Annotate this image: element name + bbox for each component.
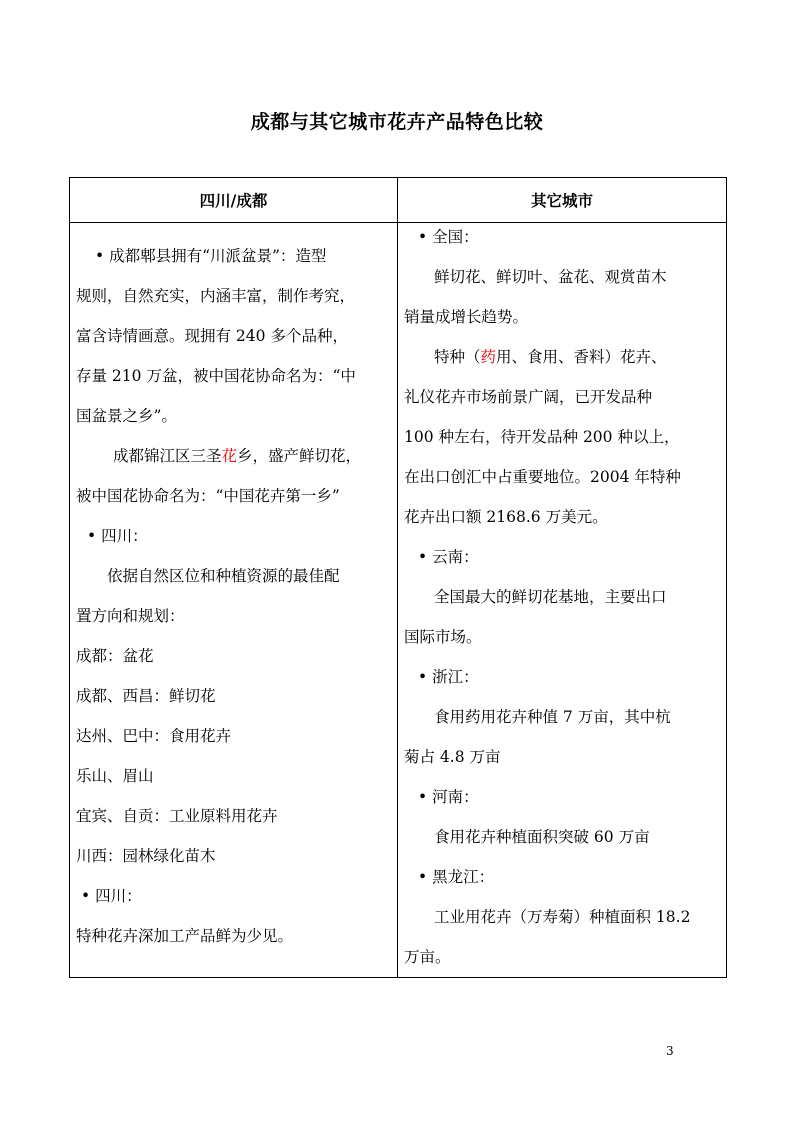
text-line: 鲜切花、鲜切叶、盆花、观赏苗木 [434,268,667,286]
sichuan-chengdu-cell [70,223,398,978]
text-segment: 成都锦江区三圣 [113,447,222,465]
text-line: 乐山、眉山 [76,767,154,785]
text-line: 花卉出口额 2168.6 万美元。 [404,508,608,526]
text-line: 销量成增长趋势。 [404,308,529,326]
text-line: 成都：盆花 [76,647,154,665]
table-header-row [70,178,727,223]
text-line: 规则，自然充实，内涵丰富，制作考究， [76,287,356,305]
text-line: 达州、巴中：食用花卉 [76,727,232,745]
page-title: 成都与其它城市花卉产品特色比较 [250,111,544,133]
text-line [113,446,361,466]
page-number: 3 [666,1044,674,1058]
text-segment: 特种（ [434,348,481,366]
text-line: 国盆景之乡”。 [76,407,177,425]
text-segment: 用、食用、香料）花卉、 [496,348,667,366]
text-line: 万亩。 [404,948,451,966]
text-line: 工业用花卉（万寿菊）种植面积 18.2 [434,908,691,926]
text-line: • 云南： [418,548,479,566]
text-line: • 四川： [81,887,142,905]
text-line: 置方向和规划： [76,607,185,625]
other-cities-cell [398,223,727,978]
comparison-table [69,177,727,978]
text-line: 食用花卉种植面积突破 60 万亩 [434,828,650,846]
text-line: 富含诗情画意。现拥有 240 多个品种， [76,327,348,345]
text-line: 食用药用花卉种值 7 万亩，其中杭 [434,708,671,726]
other-cities-content [398,223,726,977]
header-sichuan-chengdu: 四川/成都 [70,178,398,223]
text-line: 川西：园林绿化苗木 [76,847,216,865]
text-line: 礼仪花卉市场前景广阔，已开发品种 [404,388,653,406]
text-line [434,347,667,367]
text-line: 全国最大的鲜切花基地，主要出口 [434,588,667,606]
text-line: 特种花卉深加工产品鲜为少见。 [76,927,294,945]
text-line: 100 种左右，待开发品种 200 种以上， [404,428,680,446]
sichuan-chengdu-content [70,223,397,977]
text-line: 菊占 4.8 万亩 [404,748,501,766]
text-line: 宜宾、自贡：工业原料用花卉 [76,807,278,825]
table-body-row [70,223,727,978]
text-line: 国际市场。 [404,628,482,646]
header-other-cities: 其它城市 [398,178,727,223]
text-line: • 成都郫县拥有“川派盆景”：造型 [95,247,327,265]
text-line: 成都、西昌：鲜切花 [76,687,216,705]
text-line: 在出口创汇中占重要地位。2004 年特种 [404,468,681,486]
text-line: • 四川： [87,527,148,545]
highlighted-character: 花 [221,447,238,465]
text-line: • 黑龙江： [418,868,495,886]
text-line: 被中国花协命名为：“中国花卉第一乡” [76,487,340,505]
text-line: 依据自然区位和种植资源的最佳配 [107,567,340,585]
text-segment: 乡，盛产鲜切花， [237,447,362,465]
text-line: • 浙江： [418,668,479,686]
text-line: • 全国： [418,228,479,246]
text-line: 存量 210 万盆，被中国花协命名为：“中 [76,367,356,385]
highlighted-character: 药 [480,348,497,366]
text-line: • 河南： [418,788,479,806]
